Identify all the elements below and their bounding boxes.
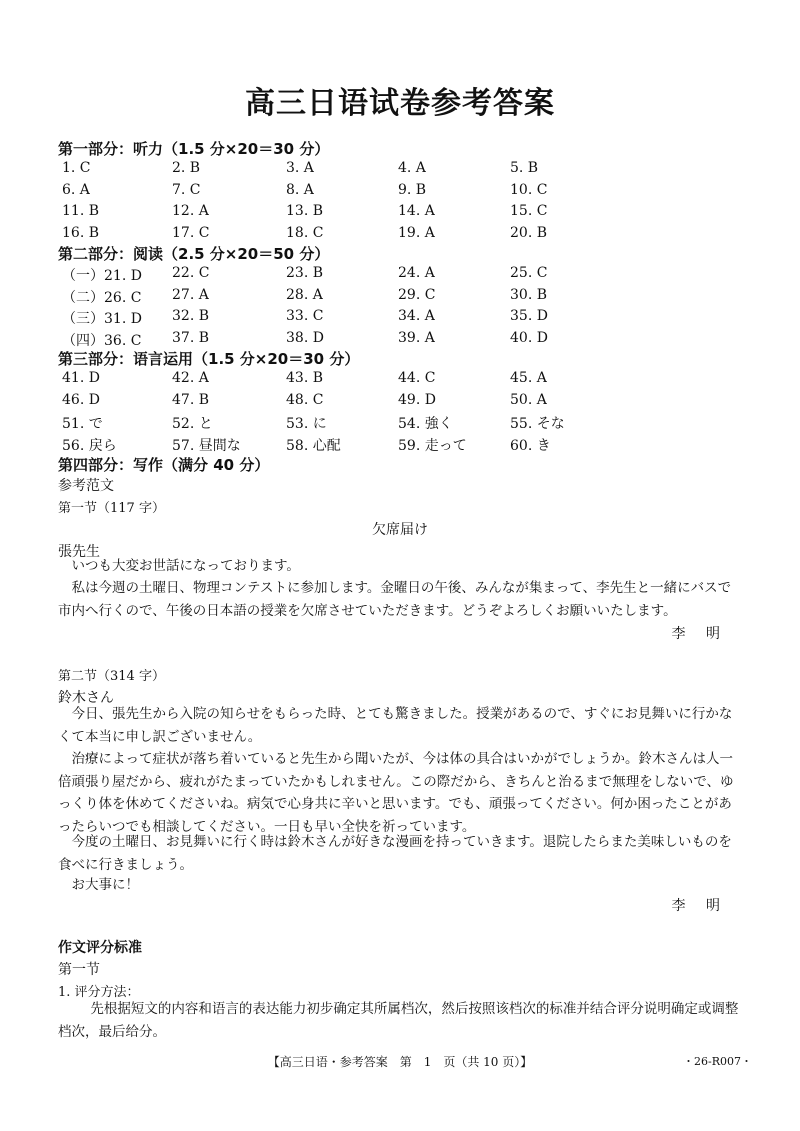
answer-cell: （三）31. D: [62, 311, 142, 327]
answer-cell: 23. B: [286, 265, 324, 281]
grading-section-label: 第一节: [58, 962, 100, 978]
answer-cell: 17. C: [172, 224, 210, 241]
answer-cell: 48. C: [286, 391, 324, 408]
answer-cell: 53. に: [286, 416, 327, 432]
answer-cell: 49. D: [398, 391, 436, 408]
answer-row: [58, 330, 758, 350]
answer-cell: 55. そな: [510, 416, 565, 432]
answer-cell: 24. A: [398, 265, 435, 281]
section2-greeting: 鈴木さん: [58, 690, 114, 706]
answer-row: [58, 265, 758, 285]
answer-cell: （一）21. D: [62, 268, 142, 284]
answer-row: [58, 413, 758, 433]
answer-cell: （四）36. C: [62, 332, 142, 349]
answer-cell: 3. A: [286, 160, 314, 176]
section2-paragraph-3: 今度の土曜日、お見舞いに行く時は鈴木さんが好きな漫画を持っていきます。退院したらまた美味しいものを食べに行きましょう。: [58, 834, 732, 873]
part4-heading: 第四部分：写作（满分 40 分）: [58, 456, 270, 474]
answer-row: [58, 435, 758, 455]
answer-row: [58, 392, 758, 412]
answer-row: [58, 160, 758, 180]
sample-essay-label: 参考范文: [58, 478, 114, 494]
answer-cell: 14. A: [398, 203, 435, 219]
answer-cell: 27. A: [172, 286, 209, 303]
page-footer: 【高三日语・参考答案 第 1 页（共 10 页）】: [267, 1055, 533, 1069]
answer-cell: 52. と: [172, 416, 213, 432]
section2-label: 第二节（314 字）: [58, 669, 165, 684]
section1-paragraph-2: 私は今週の土曜日、物理コンテストに参加します。金曜日の午後、みんなが集まって、李先生と一緒にバスで市内へ行くので、午後の日本語の授業を欠席させていただきます。どうぞよろしくお願いいたします。: [58, 580, 732, 619]
answer-cell: 25. C: [510, 265, 548, 281]
answer-row: [58, 203, 758, 223]
answer-cell: 43. B: [286, 370, 324, 386]
answer-cell: 57. 昼間な: [172, 437, 241, 454]
grading-method-label: 1. 评分方法：: [58, 985, 140, 1000]
part3-heading: 第三部分：语言运用（1.5 分×20＝30 分）: [58, 350, 360, 368]
answer-cell: 30. B: [510, 286, 548, 303]
answer-cell: 34. A: [398, 308, 435, 324]
answer-cell: 18. C: [286, 224, 324, 241]
section1-label: 第一节（117 字）: [58, 501, 165, 516]
answer-cell: 9. B: [398, 181, 427, 198]
answer-cell: 35. D: [510, 308, 548, 324]
answer-cell: 29. C: [398, 286, 436, 303]
grading-heading: 作文评分标准: [58, 940, 142, 956]
answer-cell: 45. A: [510, 370, 547, 386]
answer-row: [58, 287, 758, 307]
section2-paragraph-4: お大事に！: [71, 877, 139, 893]
answer-cell: 20. B: [510, 224, 548, 241]
answer-cell: 38. D: [286, 329, 324, 346]
section1-signature: 李 明: [671, 626, 728, 642]
section1-paragraph-1: いつも大変お世話になっております。: [71, 558, 300, 574]
answer-cell: 28. A: [286, 286, 323, 303]
answer-cell: 39. A: [398, 329, 435, 346]
answer-cell: 10. C: [510, 181, 548, 198]
answer-row: [58, 225, 758, 245]
section1-letter-title: 欠席届け: [372, 522, 428, 538]
answer-cell: 5. B: [510, 160, 539, 176]
document-code: ・26-R007・: [683, 1055, 752, 1068]
part1-heading: 第一部分：听力（1.5 分×20＝30 分）: [58, 140, 330, 158]
answer-cell: 44. C: [398, 370, 436, 386]
answer-cell: 2. B: [172, 160, 201, 176]
answer-cell: 1. C: [62, 160, 91, 176]
answer-cell: 37. B: [172, 329, 210, 346]
answer-row: [58, 182, 758, 202]
page-title: 高三日语试卷参考答案: [245, 86, 555, 121]
answer-cell: 16. B: [62, 224, 100, 241]
section2-signature: 李 明: [671, 898, 728, 914]
answer-cell: 59. 走って: [398, 437, 467, 454]
answer-cell: 41. D: [62, 370, 100, 386]
answer-row: [58, 370, 758, 390]
answer-cell: 40. D: [510, 329, 548, 346]
answer-cell: 11. B: [62, 203, 100, 219]
answer-cell: 33. C: [286, 308, 324, 324]
answer-cell: 32. B: [172, 308, 210, 324]
answer-cell: 51. で: [62, 416, 103, 432]
section2-paragraph-1: 今日、張先生から入院の知らせをもらった時、とても驚きました。授業があるので、すぐにお見舞いに行かなくて本当に申し訳ございません。: [58, 706, 733, 745]
answer-cell: 22. C: [172, 265, 210, 281]
answer-cell: 15. C: [510, 203, 548, 219]
section1-greeting: 張先生: [58, 544, 100, 560]
answer-cell: 50. A: [510, 391, 547, 408]
answer-cell: 13. B: [286, 203, 324, 219]
answer-cell: 8. A: [286, 181, 314, 198]
answer-cell: （二）26. C: [62, 289, 142, 306]
answer-cell: 4. A: [398, 160, 426, 176]
answer-row: [58, 308, 758, 328]
answer-cell: 19. A: [398, 224, 435, 241]
answer-cell: 60. き: [510, 437, 551, 454]
section2-paragraph-2: 治療によって症状が落ち着いていると先生から聞いたが、今は体の具合はいかがでしょうか。鈴木さんは人一倍頑張り屋だから、疲れがたまっていたかもしれません。この際だから、きちんと治るまで無理をしないで、ゆっくり体を休めてくださいね。病気で心身共に辛いと思います。でも、頑張ってください。何か困ったことがあったらいつでも相談してください。一日も早い全快を祈っています。: [58, 751, 734, 835]
answer-cell: 42. A: [172, 370, 209, 386]
answer-cell: 6. A: [62, 181, 90, 198]
answer-cell: 54. 強く: [398, 416, 453, 432]
grading-method-text: 先根据短文的内容和语言的表达能力初步确定其所属档次，然后按照该档次的标准并结合评分说明确定或调整档次，最后给分。: [58, 1001, 739, 1040]
answer-cell: 7. C: [172, 181, 201, 198]
answer-cell: 58. 心配: [286, 437, 341, 454]
answer-cell: 56. 戻ら: [62, 437, 117, 454]
answer-cell: 47. B: [172, 391, 210, 408]
answer-cell: 12. A: [172, 203, 209, 219]
part2-heading: 第二部分：阅读（2.5 分×20＝50 分）: [58, 245, 330, 263]
answer-cell: 46. D: [62, 391, 100, 408]
